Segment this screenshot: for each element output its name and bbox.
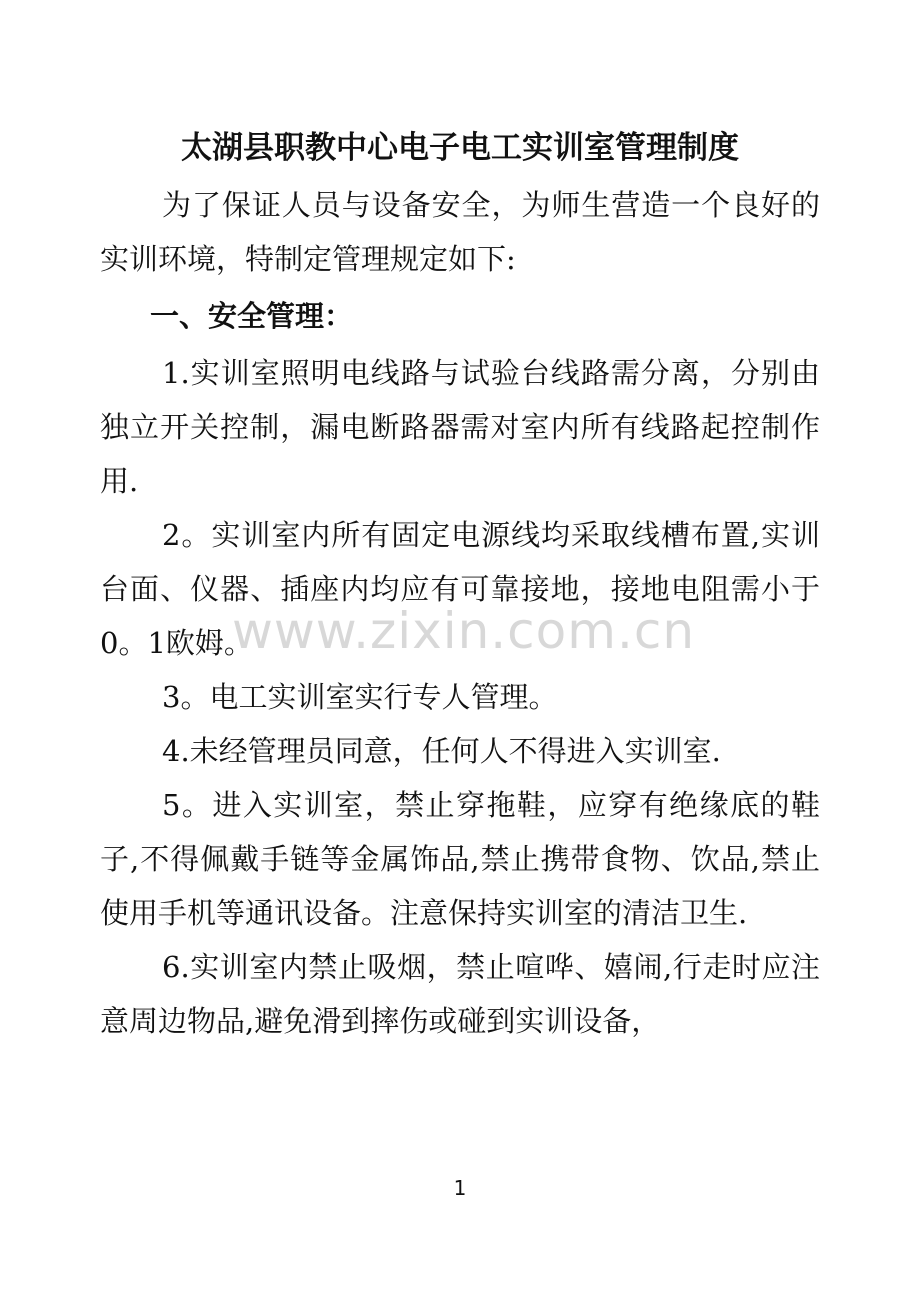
section-heading-safety: 一、安全管理： (150, 299, 354, 333)
watermark-text: www.zixin.com.cn (232, 602, 696, 660)
rule-item-6: 6.实训室内禁止吸烟，禁止喧哗、嬉闹,行走时应注意周边物品,避免滑到摔伤或碰到实训设备， (100, 950, 820, 1038)
document-title: 太湖县职教中心电子电工实训室管理制度 (181, 130, 739, 166)
page-number: 1 (453, 1176, 467, 1200)
rule-item-3: 3。电工实训室实行专人管理。 (162, 680, 558, 714)
document-body (100, 178, 820, 1048)
intro-paragraph: 为了保证人员与设备安全，为师生营造一个良好的实训环境，特制定管理规定如下: (100, 188, 820, 276)
rule-item-4: 4.未经管理员同意，任何人不得进入实训室. (162, 734, 721, 768)
rule-item-5: 5。进入实训室，禁止穿拖鞋，应穿有绝缘底的鞋子,不得佩戴手链等金属饰品,禁止携带食物、饮品,禁止使用手机等通讯设备。注意保持实训室的清洁卫生. (100, 788, 820, 930)
rule-item-1: 1.实训室照明电线路与试验台线路需分离，分别由独立开关控制，漏电断路器需对室内所有线路起控制作用. (100, 356, 820, 498)
rule-item-2: 2。实训室内所有固定电源线均采取线槽布置,实训台面、仪器、插座内均应有可靠接地，接地电阻需小于0。1欧姆。 (100, 518, 820, 660)
